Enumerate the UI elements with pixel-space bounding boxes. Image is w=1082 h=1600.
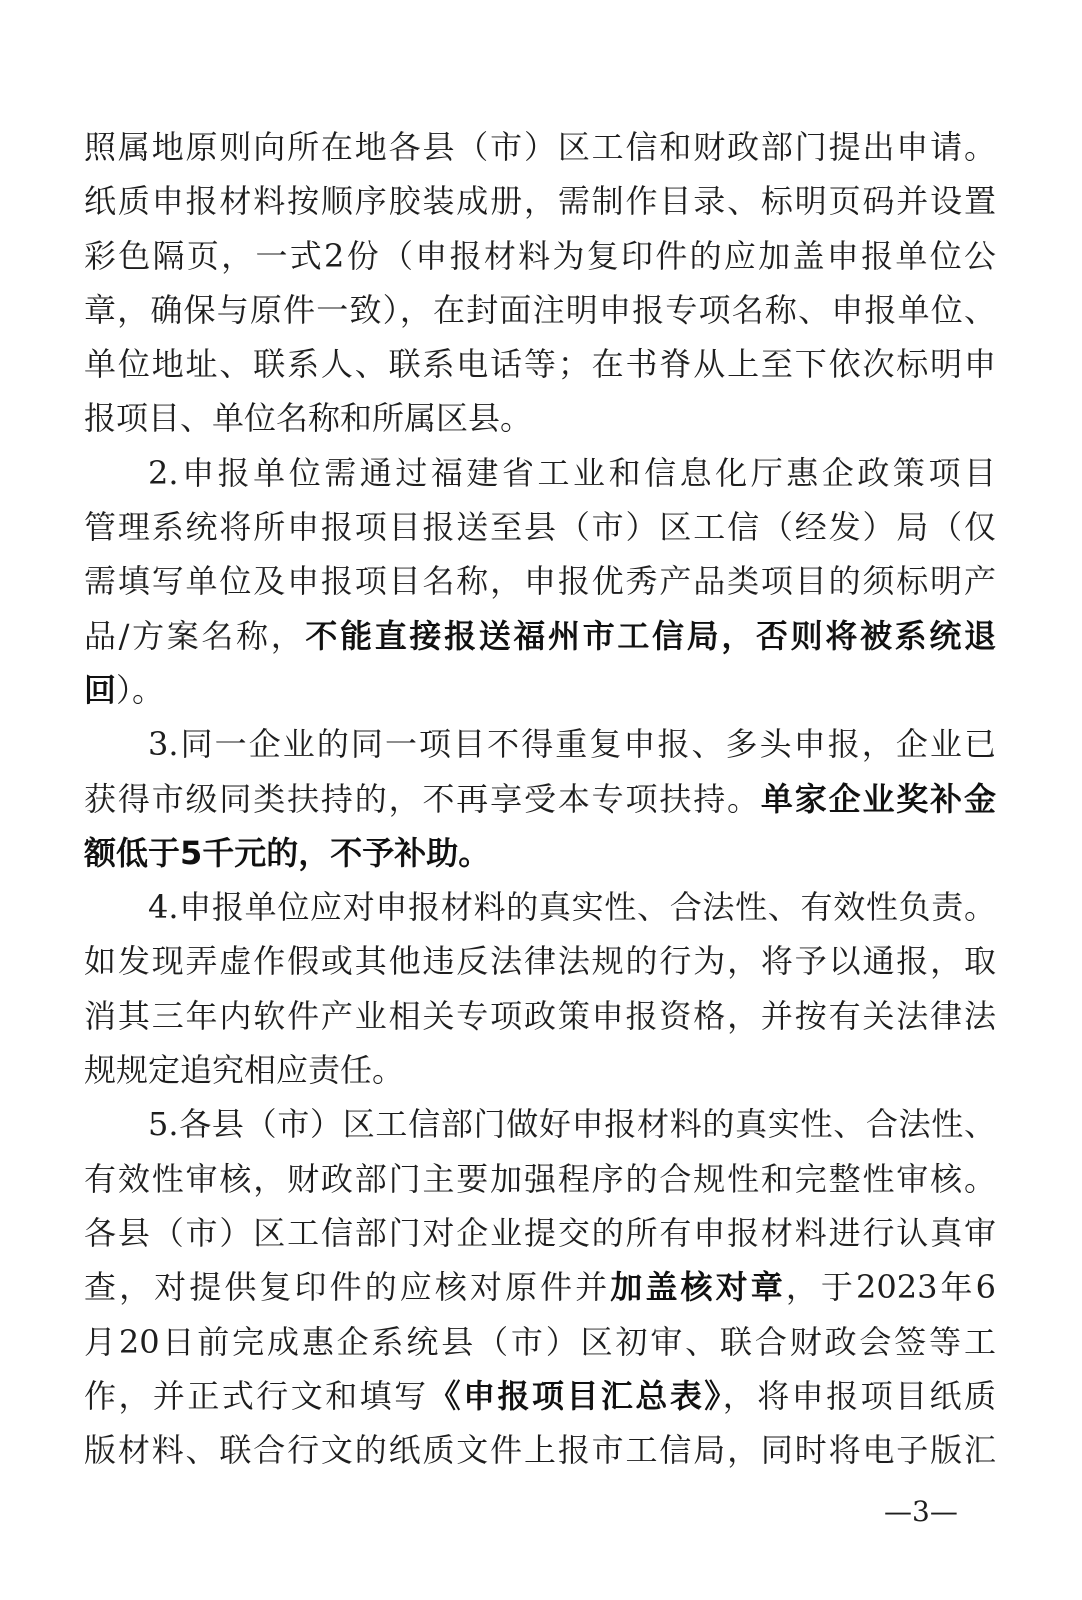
text-line: 管理系统将所申报项目报送至县（市）区工信（经发）局（仅 <box>84 508 996 547</box>
text-line: 各县（市）区工信部门对企业提交的所有申报材料进行认真审 <box>84 1213 996 1252</box>
page-number: —3— <box>884 1495 958 1528</box>
text-line: 5.各县（市）区工信部门做好申报材料的真实性、合法性、 <box>148 1105 996 1144</box>
text-line: 获得市级同类扶持的，不再享受本专项扶持。单家企业奖补金 <box>84 779 996 818</box>
text-line: 版材料、联合行文的纸质文件上报市工信局，同时将电子版汇 <box>84 1431 996 1470</box>
text-line: 照属地原则向所在地各县（市）区工信和财政部门提出申请。 <box>84 128 996 166</box>
text-line: 消其三年内软件产业相关专项政策申报资格，并按有关法律法 <box>84 996 996 1035</box>
text-line: 查，对提供复印件的应核对原件并加盖核对章，于2023年6 <box>84 1268 996 1307</box>
text-line: 4.申报单位应对申报材料的真实性、合法性、有效性负责。 <box>148 888 996 927</box>
text-line: 章，确保与原件一致），在封面注明申报专项名称、申报单位、 <box>84 290 996 329</box>
text-line: 2.申报单位需通过福建省工业和信息化厅惠企政策项目 <box>148 453 996 492</box>
text-line: 彩色隔页，一式2份（申报材料为复印件的应加盖申报单位公 <box>84 236 996 275</box>
text-line: 需填写单位及申报项目名称，申报优秀产品类项目的须标明产 <box>84 562 996 601</box>
bold-emphasis: 不能直接报送福州市工信局，否则将被系统退 <box>305 616 996 655</box>
text-line: 回）。 <box>84 670 165 709</box>
text-line: 有效性审核，财政部门主要加强程序的合规性和完整性审核。 <box>84 1159 996 1198</box>
bold-emphasis: 额低于5千元的，不予补助。 <box>84 833 491 872</box>
text-line: 作，并正式行文和填写《申报项目汇总表》，将申报项目纸质 <box>84 1376 996 1415</box>
text-line <box>84 826 996 880</box>
text-line: 月20日前完成惠企系统县（市）区初审、联合财政会签等工 <box>84 1322 996 1361</box>
bold-emphasis: 加盖核对章 <box>610 1268 786 1307</box>
text-line: 3.同一企业的同一项目不得重复申报、多头申报，企业已 <box>148 725 996 764</box>
bold-emphasis: 回 <box>84 670 117 709</box>
document-body <box>84 120 996 1477</box>
bold-emphasis: 单家企业奖补金 <box>760 779 996 818</box>
text-line: 单位地址、联系人、联系电话等；在书脊从上至下依次标明申 <box>84 345 996 384</box>
text-line: 品/方案名称，不能直接报送福州市工信局，否则将被系统退 <box>84 616 996 655</box>
text-line: 纸质申报材料按顺序胶装成册，需制作目录、标明页码并设置 <box>84 182 996 221</box>
text-line: 报项目、单位名称和所属区县。 <box>84 399 533 438</box>
bold-emphasis: 《申报项目汇总表》 <box>428 1376 723 1415</box>
text-line: 规规定追究相应责任。 <box>84 1051 405 1090</box>
text-line: 如发现弄虚作假或其他违反法律法规的行为，将予以通报，取 <box>84 942 996 981</box>
